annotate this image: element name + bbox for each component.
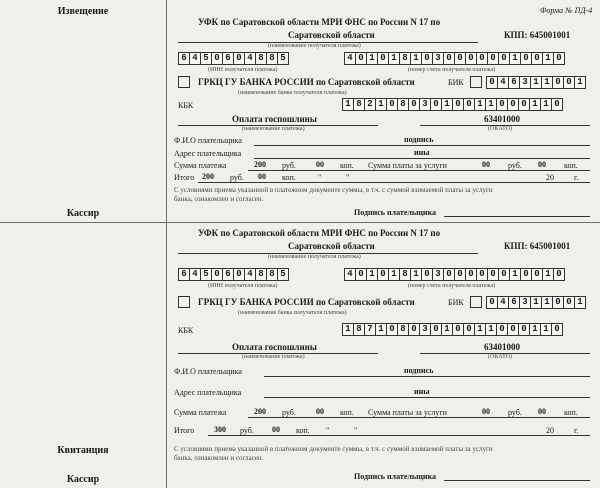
digit-cell: 0 xyxy=(452,323,464,336)
digit-cell: 1 xyxy=(509,52,521,65)
digit-cell: 1 xyxy=(530,296,542,309)
date-quote-close: " xyxy=(346,173,350,182)
sum-label: Сумма платежа xyxy=(174,408,227,417)
digit-cell: 0 xyxy=(443,52,455,65)
recipient-name-line1: УФК по Саратовской области МРИ ФНС по России N 17 по xyxy=(198,17,441,27)
digit-cell: 0 xyxy=(552,296,564,309)
recipient-caption: (наименование получателя платежа) xyxy=(268,254,361,260)
digit-cell: 1 xyxy=(375,323,387,336)
digit-cell: 0 xyxy=(487,52,499,65)
notice-section xyxy=(168,0,598,222)
digit-cell: 0 xyxy=(496,98,508,111)
digit-cell: 1 xyxy=(541,296,553,309)
signature-line[interactable] xyxy=(444,480,590,481)
digit-cell: 6 xyxy=(222,52,234,65)
digit-cell: 0 xyxy=(463,323,475,336)
payer-address-label: Адрес плательщика xyxy=(174,388,242,397)
digit-cell: 1 xyxy=(441,323,453,336)
digit-cell: 0 xyxy=(551,323,563,336)
receipt-side-title: Квитанция xyxy=(57,445,109,456)
okato-value: 63401000 xyxy=(484,114,520,124)
fee-kop-label: коп. xyxy=(564,161,578,170)
fee-rub-label: руб. xyxy=(508,408,522,417)
digit-cell: 0 xyxy=(486,76,498,89)
digit-cell: 0 xyxy=(355,52,367,65)
form-number: Форма № ПД-4 xyxy=(540,6,593,15)
kpp-value: КПП: 645001001 xyxy=(504,30,571,40)
digit-cell: 3 xyxy=(519,296,531,309)
digit-cell: 1 xyxy=(530,76,542,89)
total-kop-label: коп. xyxy=(296,426,310,435)
digit-cell: 0 xyxy=(563,76,575,89)
digit-cell: 0 xyxy=(408,98,420,111)
bik-cells xyxy=(486,76,585,89)
digit-cell: 0 xyxy=(518,323,530,336)
sum-kop[interactable]: 00 xyxy=(316,160,324,169)
bank-name: ГРКЦ ГУ БАНКА РОССИИ по Саратовской области xyxy=(198,77,415,87)
digit-cell: 1 xyxy=(366,52,378,65)
digit-cell: 7 xyxy=(364,323,376,336)
digit-cell: 0 xyxy=(553,52,565,65)
digit-cell: 1 xyxy=(474,98,486,111)
payer-address-label: Адрес плательщика xyxy=(174,149,242,158)
notice-side-title: Извещение xyxy=(57,6,109,17)
digit-cell: 0 xyxy=(487,268,499,281)
consent-line2: банка, ознакомлен и согласен. xyxy=(174,454,264,462)
bik-label: БИК xyxy=(448,298,464,307)
purpose-value: Оплата госпошлины xyxy=(232,114,317,124)
fee-rub[interactable]: 00 xyxy=(482,407,490,416)
sum-kop-label: коп. xyxy=(340,408,354,417)
digit-cell: 0 xyxy=(507,98,519,111)
fee-kop[interactable]: 00 xyxy=(538,407,546,416)
bik-prefix-box xyxy=(470,296,482,308)
digit-cell: 3 xyxy=(432,52,444,65)
bank-caption: (наименование банка получателя платежа) xyxy=(238,90,347,96)
date-year-suffix: г. xyxy=(574,173,579,182)
fee-rub-label: руб. xyxy=(508,161,522,170)
kbk-label: КБК xyxy=(178,326,194,335)
bank-name: ГРКЦ ГУ БАНКА РОССИИ по Саратовской области xyxy=(198,297,415,307)
digit-cell: 4 xyxy=(344,268,356,281)
sum-rub[interactable]: 200 xyxy=(254,407,266,416)
digit-cell: 0 xyxy=(465,52,477,65)
total-label: Итого xyxy=(174,426,195,435)
date-quote-open: " xyxy=(318,173,322,182)
digit-cell: 0 xyxy=(454,52,466,65)
kpp-value: КПП: 645001001 xyxy=(504,241,571,251)
purpose-value: Оплата госпошлины xyxy=(232,342,317,352)
digit-cell: 0 xyxy=(355,268,367,281)
bik-label: БИК xyxy=(448,78,464,87)
digit-cell: 1 xyxy=(542,52,554,65)
digit-cell: 0 xyxy=(463,98,475,111)
kbk-cells xyxy=(342,323,562,336)
digit-cell: 0 xyxy=(386,98,398,111)
sum-rub[interactable]: 200 xyxy=(254,160,266,169)
digit-cell: 1 xyxy=(410,52,422,65)
digit-cell: 8 xyxy=(397,98,409,111)
purpose-caption: (наименование платежа) xyxy=(242,126,305,132)
sum-kop-label: коп. xyxy=(340,161,354,170)
digit-cell: 0 xyxy=(551,98,563,111)
digit-cell: 0 xyxy=(386,323,398,336)
payer-address-value[interactable]: ины xyxy=(414,148,430,157)
fee-rub[interactable]: 00 xyxy=(482,160,490,169)
digit-cell: 0 xyxy=(430,323,442,336)
receipt-section xyxy=(168,222,598,488)
inn-caption: (ИНН получателя платежа) xyxy=(208,67,278,73)
digit-cell: 0 xyxy=(498,52,510,65)
kbk-cells xyxy=(342,98,562,111)
signature-line[interactable] xyxy=(444,216,590,217)
purpose-caption: (наименование платежа) xyxy=(242,354,305,360)
payer-fio-value[interactable]: подпись xyxy=(404,135,434,144)
kbk-label: КБК xyxy=(178,101,194,110)
digit-cell: 8 xyxy=(399,268,411,281)
fee-kop-label: коп. xyxy=(564,408,578,417)
digit-cell: 1 xyxy=(474,323,486,336)
bank-prefix-box xyxy=(178,76,190,88)
digit-cell: 6 xyxy=(178,52,190,65)
digit-cell: 1 xyxy=(541,76,553,89)
digit-cell: 1 xyxy=(540,323,552,336)
digit-cell: 0 xyxy=(520,52,532,65)
digit-cell: 3 xyxy=(432,268,444,281)
digit-cell: 0 xyxy=(476,268,488,281)
digit-cell: 4 xyxy=(189,268,201,281)
date-year: 20 xyxy=(546,173,554,182)
digit-cell: 1 xyxy=(574,76,586,89)
digit-cell: 8 xyxy=(399,52,411,65)
digit-cell: 8 xyxy=(353,323,365,336)
digit-cell: 1 xyxy=(441,98,453,111)
signature-label: Подпись плательщика xyxy=(354,208,436,217)
okato-value: 63401000 xyxy=(484,342,520,352)
digit-cell: 4 xyxy=(344,52,356,65)
digit-cell: 0 xyxy=(430,98,442,111)
okato-caption: (ОКАТО) xyxy=(488,126,513,132)
digit-cell: 1 xyxy=(485,323,497,336)
total-kop-label: коп. xyxy=(282,173,296,182)
digit-cell: 0 xyxy=(552,76,564,89)
digit-cell: 0 xyxy=(421,52,433,65)
payer-fio-value[interactable]: подпись xyxy=(404,366,434,375)
digit-cell: 0 xyxy=(377,268,389,281)
digit-cell: 3 xyxy=(419,323,431,336)
digit-cell: 0 xyxy=(377,52,389,65)
digit-cell: 1 xyxy=(342,98,354,111)
vertical-divider xyxy=(166,0,167,488)
digit-cell: 6 xyxy=(222,268,234,281)
sum-rub-label: руб. xyxy=(282,408,296,417)
inn-caption: (ИНН получателя платежа) xyxy=(208,283,278,289)
digit-cell: 0 xyxy=(496,323,508,336)
digit-cell: 1 xyxy=(388,52,400,65)
digit-cell: 3 xyxy=(419,98,431,111)
digit-cell: 5 xyxy=(277,52,289,65)
payer-fio-label: Ф.И.О плательщика xyxy=(174,367,242,376)
digit-cell: 8 xyxy=(397,323,409,336)
date-quote-open: " xyxy=(326,426,330,435)
digit-cell: 8 xyxy=(266,52,278,65)
total-rub[interactable]: 200 xyxy=(202,172,214,181)
digit-cell: 1 xyxy=(529,323,541,336)
digit-cell: 1 xyxy=(375,98,387,111)
digit-cell: 1 xyxy=(542,268,554,281)
recipient-name-line2: Саратовской области xyxy=(288,30,375,40)
sum-kop[interactable]: 00 xyxy=(316,407,324,416)
consent-line1: С условиями приема указанной в платежном документе суммы, в т.ч. с суммой взимаемой платы за услуги xyxy=(174,445,493,453)
digit-cell: 5 xyxy=(200,52,212,65)
consent-line1: С условиями приема указанной в платежном документе суммы, в т.ч. с суммой взимаемой платы за услуги xyxy=(174,186,493,194)
bik-prefix-box xyxy=(470,76,482,88)
account-caption: (номер счета получателя платежа) xyxy=(408,283,496,289)
digit-cell: 1 xyxy=(485,98,497,111)
inn-cells xyxy=(178,268,288,281)
digit-cell: 0 xyxy=(233,268,245,281)
digit-cell: 6 xyxy=(178,268,190,281)
digit-cell: 4 xyxy=(497,76,509,89)
account-caption: (номер счета получателя платежа) xyxy=(408,67,496,73)
recipient-name-line2: Саратовской области xyxy=(288,241,375,251)
digit-cell: 0 xyxy=(443,268,455,281)
account-cells xyxy=(344,268,564,281)
digit-cell: 8 xyxy=(266,268,278,281)
digit-cell: 0 xyxy=(520,268,532,281)
digit-cell: 1 xyxy=(388,268,400,281)
digit-cell: 0 xyxy=(531,268,543,281)
digit-cell: 0 xyxy=(454,268,466,281)
total-kop[interactable]: 00 xyxy=(272,425,280,434)
fee-label: Сумма платы за услуги xyxy=(368,161,447,170)
digit-cell: 0 xyxy=(233,52,245,65)
fee-kop[interactable]: 00 xyxy=(538,160,546,169)
digit-cell: 4 xyxy=(244,268,256,281)
consent-line2: банка, ознакомлен и согласен. xyxy=(174,195,264,203)
digit-cell: 8 xyxy=(255,268,267,281)
okato-caption: (ОКАТО) xyxy=(488,354,513,360)
digit-cell: 6 xyxy=(508,76,520,89)
digit-cell: 0 xyxy=(211,52,223,65)
digit-cell: 1 xyxy=(410,268,422,281)
digit-cell: 4 xyxy=(189,52,201,65)
date-quote-close: " xyxy=(354,426,358,435)
digit-cell: 1 xyxy=(529,98,541,111)
date-year-suffix: г. xyxy=(574,426,579,435)
digit-cell: 0 xyxy=(486,296,498,309)
recipient-caption: (наименование получателя платежа) xyxy=(268,43,361,49)
digit-cell: 0 xyxy=(498,268,510,281)
digit-cell: 4 xyxy=(244,52,256,65)
digit-cell: 0 xyxy=(553,268,565,281)
digit-cell: 3 xyxy=(519,76,531,89)
digit-cell: 0 xyxy=(476,52,488,65)
digit-cell: 5 xyxy=(277,268,289,281)
bank-prefix-box xyxy=(178,296,190,308)
digit-cell: 0 xyxy=(421,268,433,281)
digit-cell: 0 xyxy=(507,323,519,336)
digit-cell: 2 xyxy=(364,98,376,111)
total-kop[interactable]: 00 xyxy=(258,172,266,181)
payer-fio-label: Ф.И.О плательщика xyxy=(174,136,242,145)
fee-label: Сумма платы за услуги xyxy=(368,408,447,417)
digit-cell: 0 xyxy=(465,268,477,281)
account-cells xyxy=(344,52,564,65)
digit-cell: 0 xyxy=(518,98,530,111)
sum-label: Сумма платежа xyxy=(174,161,227,170)
total-rub-label: руб. xyxy=(240,426,254,435)
digit-cell: 5 xyxy=(200,268,212,281)
digit-cell: 1 xyxy=(540,98,552,111)
digit-cell: 8 xyxy=(255,52,267,65)
digit-cell: 1 xyxy=(509,268,521,281)
digit-cell: 0 xyxy=(531,52,543,65)
signature-label: Подпись плательщика xyxy=(354,472,436,481)
date-year: 20 xyxy=(546,426,554,435)
bik-cells xyxy=(486,296,585,309)
digit-cell: 0 xyxy=(452,98,464,111)
bank-caption: (наименование банка получателя платежа) xyxy=(238,310,347,316)
digit-cell: 1 xyxy=(342,323,354,336)
sum-rub-label: руб. xyxy=(282,161,296,170)
inn-cells xyxy=(178,52,288,65)
digit-cell: 6 xyxy=(508,296,520,309)
digit-cell: 0 xyxy=(211,268,223,281)
digit-cell: 1 xyxy=(366,268,378,281)
digit-cell: 0 xyxy=(563,296,575,309)
recipient-name-line1: УФК по Саратовской области МРИ ФНС по России N 17 по xyxy=(198,228,441,238)
digit-cell: 8 xyxy=(353,98,365,111)
payer-address-value[interactable]: ины xyxy=(414,387,430,396)
receipt-cashier-label: Кассир xyxy=(66,474,100,485)
total-rub-label: руб. xyxy=(230,173,244,182)
digit-cell: 4 xyxy=(497,296,509,309)
total-rub[interactable]: 300 xyxy=(214,425,226,434)
total-label: Итого xyxy=(174,173,195,182)
digit-cell: 0 xyxy=(408,323,420,336)
digit-cell: 1 xyxy=(574,296,586,309)
notice-cashier-label: Кассир xyxy=(66,208,100,219)
